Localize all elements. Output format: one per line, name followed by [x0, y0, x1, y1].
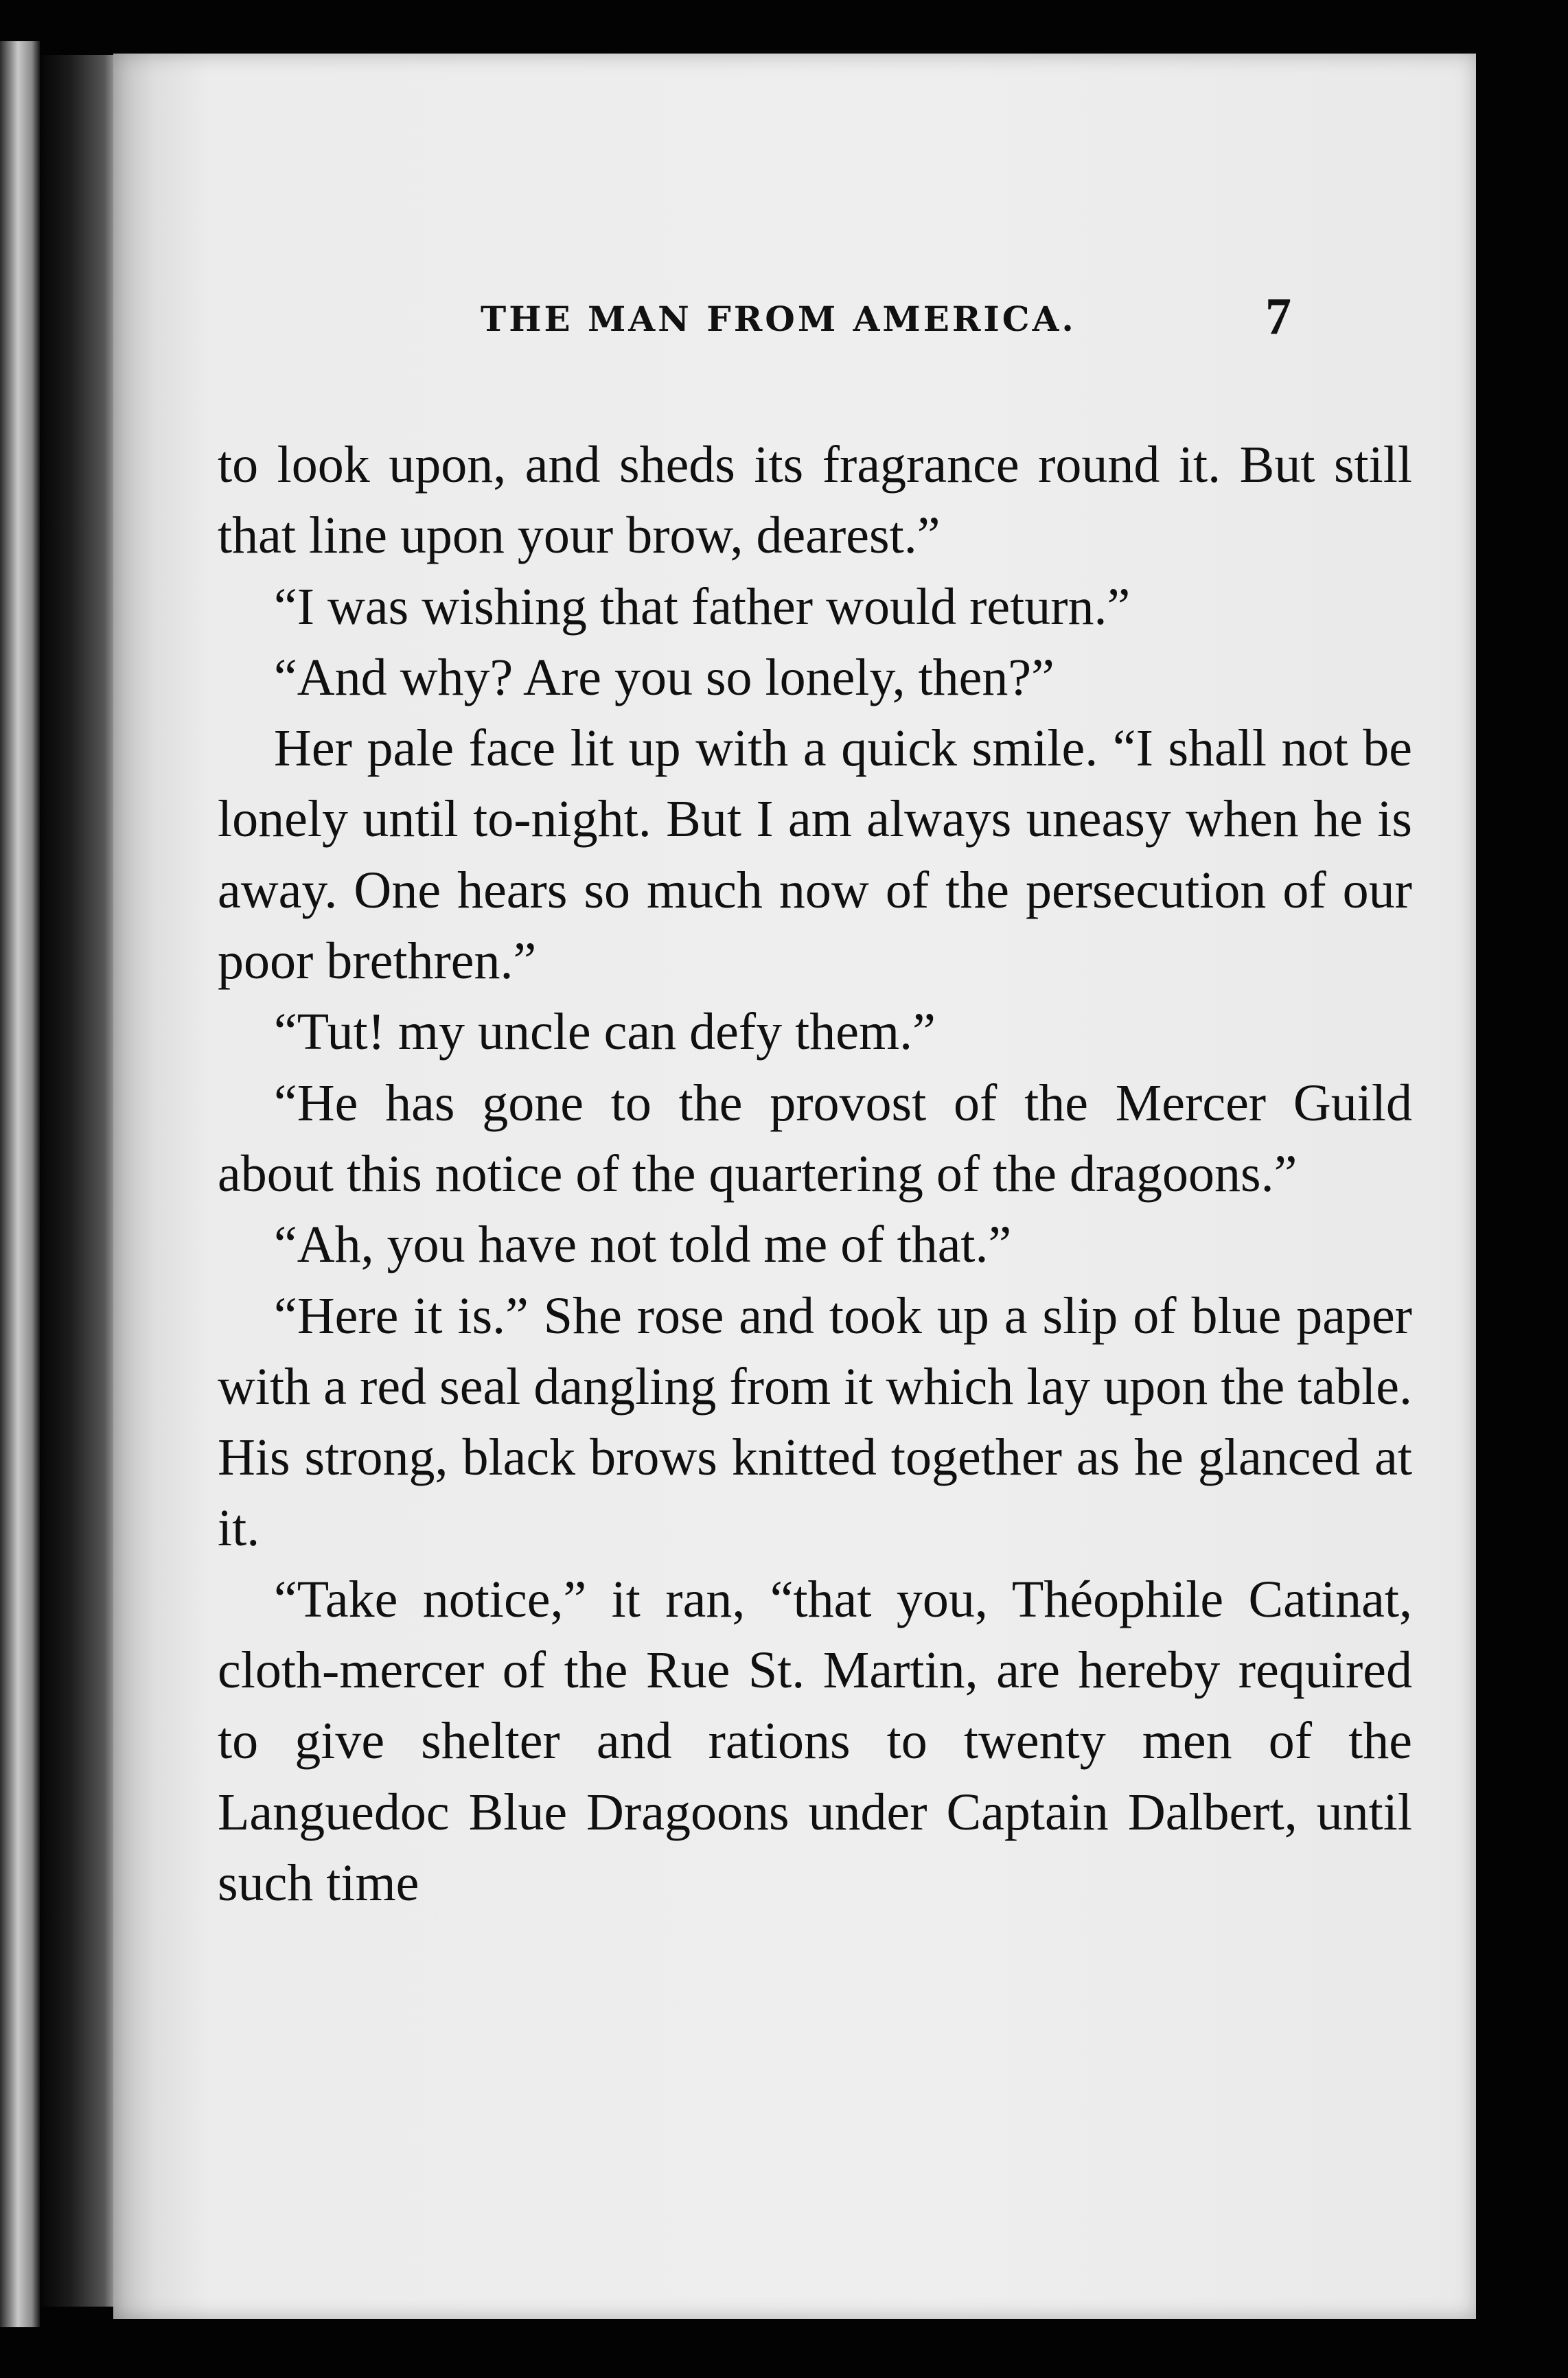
- paragraph: “Here it is.” She rose and took up a slip of blue paper with a red seal dangling from it which lay upon the table. His strong, black brows knitted together as he glanced at it.: [218, 1286, 1412, 1558]
- paragraph: “I was wishing that father would return.”: [274, 577, 1131, 636]
- paragraph: “Tut! my uncle can defy them.”: [274, 1003, 936, 1061]
- paragraph: “Ah, you have not told me of that.”: [274, 1216, 1012, 1274]
- paragraph: “Take notice,” it ran, “that you, Théophile Catinat, cloth-mercer of the Rue St. Martin, are hereby required to give shelter and rations to twenty men of the Languedoc Blue Dragoons under Captain Dalbert, until such time: [218, 1570, 1412, 1912]
- paragraph-continued: to look upon, and sheds its fragrance round it. But still that line upon your brow, dearest.”: [218, 436, 1412, 565]
- running-head-title: THE MAN FROM AMERICA.: [481, 299, 1076, 339]
- paragraph: “He has gone to the provost of the Mercer Guild about this notice of the quartering of the dragoons.”: [218, 1074, 1412, 1203]
- paragraph: “And why? Are you so lonely, then?”: [274, 648, 1054, 706]
- paragraph: Her pale face lit up with a quick smile. “I shall not be lonely until to-night. But I am always uneasy when he is away. One hears so much now of the persecution of our poor brethren.”: [218, 719, 1412, 991]
- body-text: [218, 430, 1412, 1919]
- binding-gutter-shadow: [40, 55, 115, 2307]
- page-number: 7: [1265, 288, 1291, 345]
- book-page: [113, 54, 1476, 2319]
- previous-page-edge: [0, 41, 40, 2327]
